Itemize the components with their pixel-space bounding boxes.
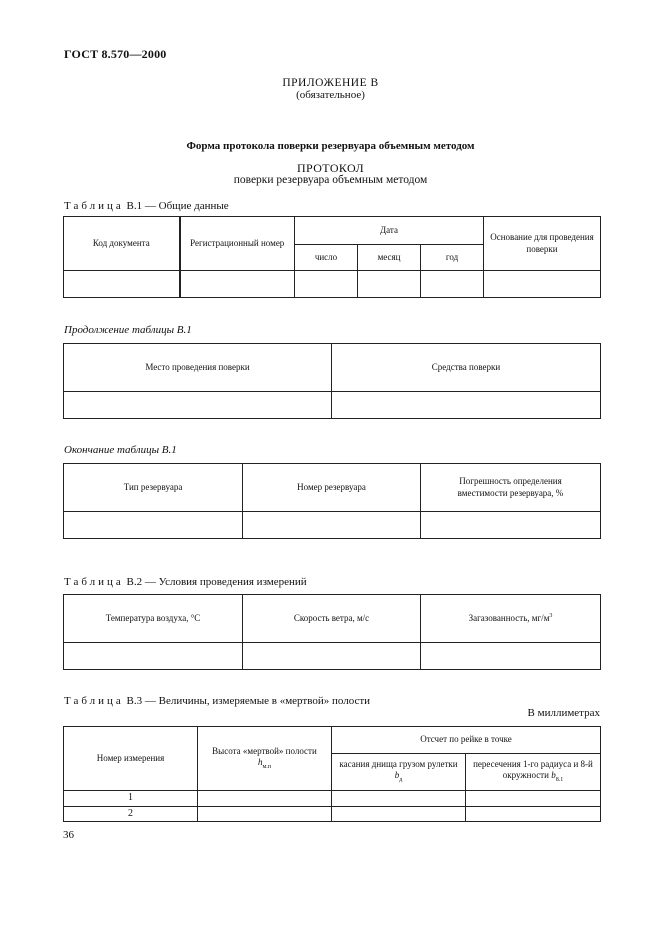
- table-word: Таблица: [64, 695, 124, 707]
- table-cell: [332, 806, 466, 822]
- header-doc-code: Код документа: [64, 217, 180, 271]
- table-cell: [332, 791, 466, 807]
- header-date: Дата: [295, 217, 484, 245]
- table-cell: [421, 512, 601, 539]
- table-b1-end-caption: Окончание таблицы В.1: [64, 444, 177, 456]
- table-cell: [295, 271, 358, 298]
- table-cell: [64, 271, 180, 298]
- form-title: Форма протокола поверки резервуара объемным методом: [186, 140, 475, 152]
- header-bottom-touch: [332, 754, 466, 791]
- table-cell: [243, 643, 421, 670]
- header-wind-speed: Скорость ветра, м/с: [243, 595, 421, 643]
- table-cell: [64, 512, 243, 539]
- table-row: [64, 791, 601, 807]
- header-day: число: [295, 245, 358, 271]
- header-tank-type: Тип резервуара: [64, 464, 243, 512]
- header-dead-cavity-height: [198, 727, 332, 791]
- dead-height-subscript: м.п: [262, 763, 271, 770]
- table-cell: [243, 512, 421, 539]
- table-cell: [332, 392, 601, 419]
- header-gas-contamination: [421, 595, 601, 643]
- page-number: 36: [63, 829, 74, 841]
- header-month: месяц: [358, 245, 421, 271]
- table-b3-caption: [64, 695, 370, 707]
- header-air-temperature: Температура воздуха, °С: [64, 595, 243, 643]
- table-cell: [484, 271, 601, 298]
- table-cell: [198, 806, 332, 822]
- table-b1-end: [63, 463, 601, 539]
- dead-height-symbol: h: [257, 756, 263, 767]
- gas-label: Загазованность, мг/м: [468, 612, 550, 623]
- table-cell: [421, 643, 601, 670]
- table-cell: [358, 271, 421, 298]
- table-b2: [63, 594, 601, 670]
- table-b2-caption: [64, 576, 307, 588]
- table-b3: [63, 726, 601, 822]
- header-means: Средства поверки: [332, 344, 601, 392]
- crossing-symbol: b: [551, 770, 556, 781]
- row-number: 2: [64, 806, 198, 822]
- crossing-subscript: 8.1: [555, 777, 564, 784]
- appendix-title: ПРИЛОЖЕНИЕ В: [282, 77, 379, 89]
- header-reg-number: Регистрационный номер: [180, 217, 295, 271]
- table-b1: [63, 216, 601, 298]
- protocol-subtitle: поверки резервуара объемным методом: [233, 174, 428, 186]
- row-number: 1: [64, 791, 198, 807]
- header-year: год: [421, 245, 484, 271]
- standard-number: ГОСТ 8.570—2000: [64, 47, 167, 61]
- units-note: В миллиметрах: [527, 707, 600, 719]
- table-b2-caption-text: В.2 — Условия проведения измерений: [126, 576, 307, 588]
- header-staff-reading: Отсчет по рейке в точке: [332, 727, 601, 754]
- crossing-label: пересечения 1-го радиуса и 8-й окружности: [473, 759, 593, 781]
- bottom-touch-symbol: b: [394, 770, 400, 781]
- gas-exponent: 3: [549, 612, 553, 619]
- table-b1-caption-text: В.1 — Общие данные: [126, 200, 229, 212]
- table-word: Таблица: [64, 576, 124, 588]
- table-word: Таблица: [64, 200, 124, 212]
- header-radius-circle-crossing: [466, 754, 601, 791]
- header-tank-number: Номер резервуара: [243, 464, 421, 512]
- table-b1-cont-caption: Продолжение таблицы В.1: [64, 324, 192, 336]
- appendix-subtitle: (обязательное): [296, 89, 365, 101]
- table-b1-continuation: [63, 343, 601, 419]
- table-cell: [180, 271, 295, 298]
- table-b1-caption: [64, 200, 229, 212]
- dead-height-label: Высота «мертвой» полости: [212, 745, 317, 756]
- header-capacity-error: Погрешность определения вместимости резервуара, %: [421, 464, 601, 512]
- bottom-touch-subscript: д: [399, 777, 403, 784]
- table-b3-caption-text: В.3 — Величины, измеряемые в «мертвой» полости: [126, 695, 371, 707]
- header-place: Место проведения поверки: [64, 344, 332, 392]
- table-cell: [421, 271, 484, 298]
- protocol-title: ПРОТОКОЛ: [296, 161, 365, 175]
- table-cell: [64, 643, 243, 670]
- table-cell: [64, 392, 332, 419]
- header-measurement-number: Номер измерения: [64, 727, 198, 791]
- table-row: [64, 806, 601, 822]
- table-cell: [466, 791, 601, 807]
- header-basis: Основание для проведения поверки: [484, 217, 601, 271]
- table-cell: [198, 791, 332, 807]
- bottom-touch-label: касания днища грузом рулетки: [339, 759, 458, 770]
- table-cell: [466, 806, 601, 822]
